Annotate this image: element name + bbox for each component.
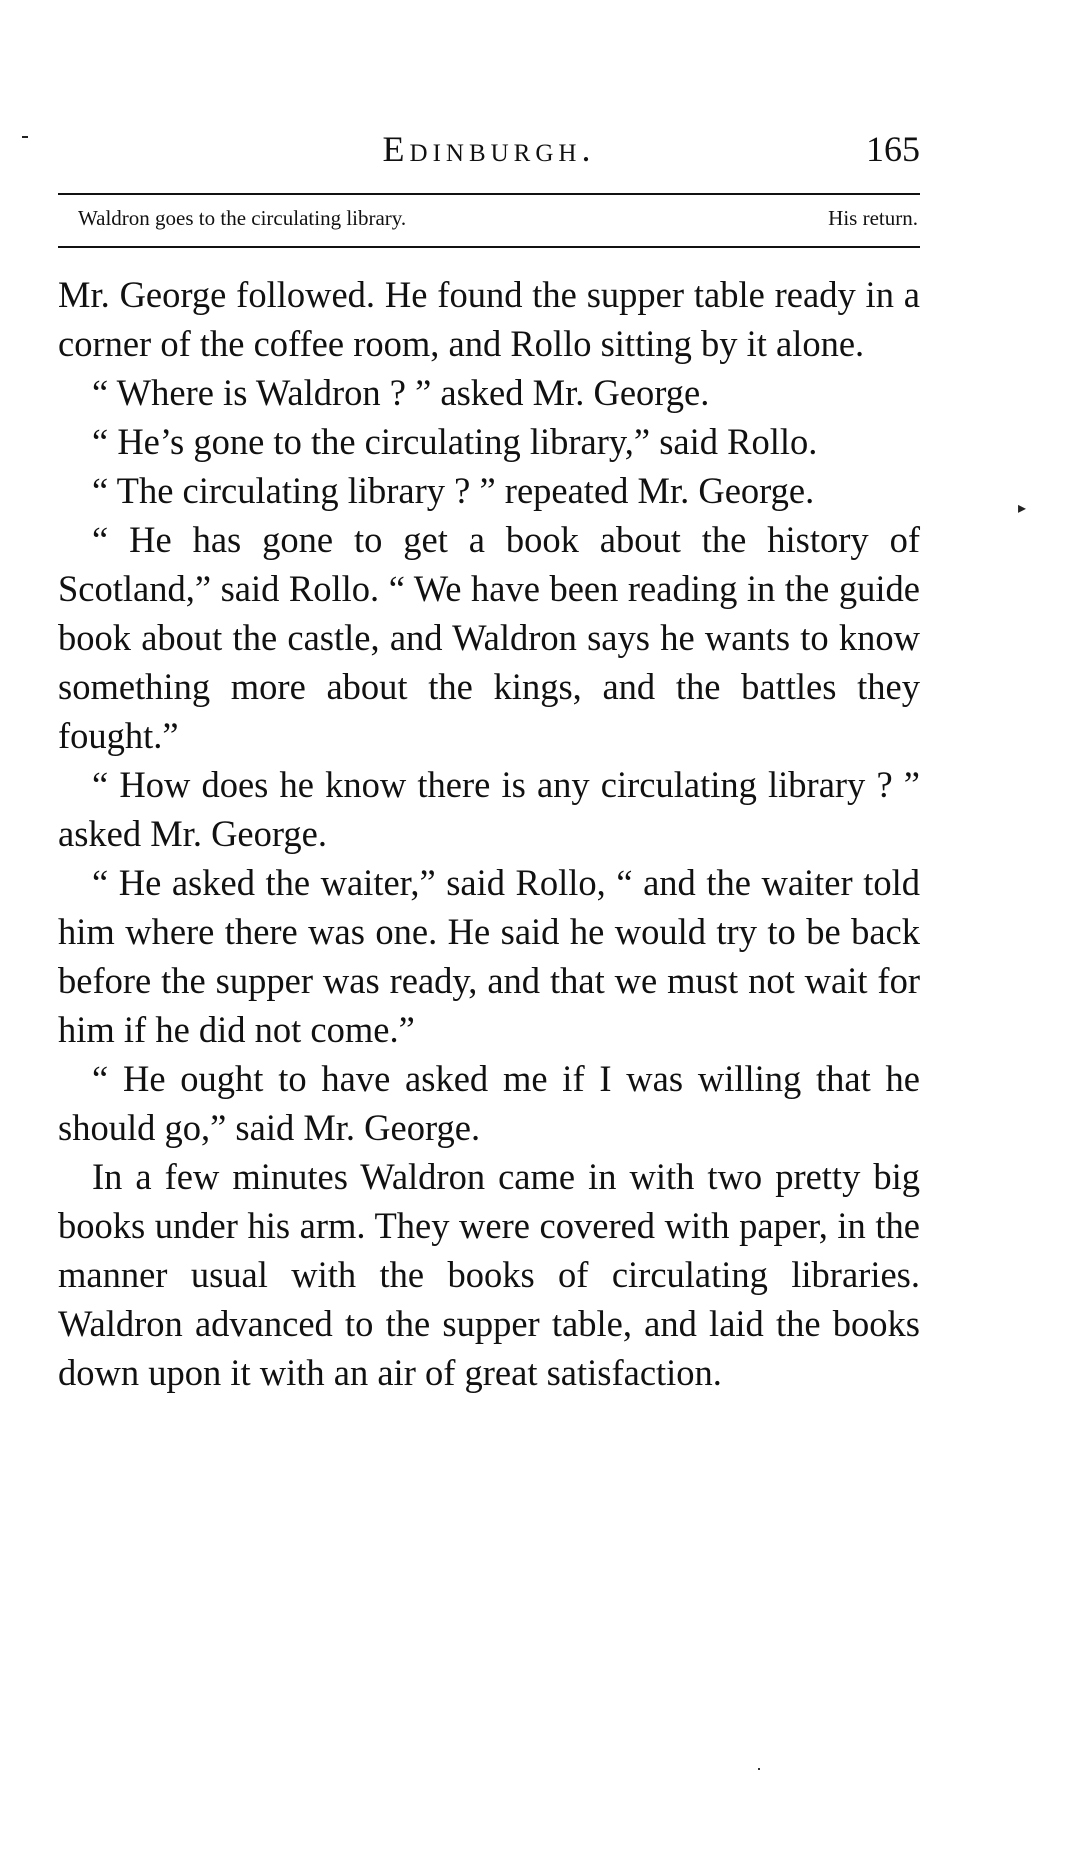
- paragraph: “ He ought to have asked me if I was willing that he should go,” said Mr. George.: [58, 1058, 920, 1148]
- subhead-left: Waldron goes to the circulating library.: [78, 206, 407, 230]
- paragraph: Mr. George followed. He found the supper table ready in a corner of the coffee room, and Rollo sitting by it alone.: [58, 274, 920, 364]
- section-subhead: [78, 206, 918, 236]
- paragraph: “ He asked the waiter,” said Rollo, “ and the waiter told him where there was one. He said he would try to be back before the supper was ready, and that we must not wait for him if he did not come.”: [58, 862, 920, 1050]
- paragraph: “ How does he know there is any circulating library ? ” asked Mr. George.: [58, 764, 920, 854]
- header-rule-bottom: [58, 246, 920, 248]
- margin-dot: [758, 1768, 760, 1770]
- margin-mark: [22, 136, 28, 138]
- paragraph: “ He has gone to get a book about the history of Scotland,” said Rollo. “ We have been reading in the guide book about the castle, and Waldron says he wants to know something more about the kings, and the battles they fought.”: [58, 519, 920, 756]
- margin-arrow-icon: ▸: [1018, 500, 1027, 517]
- paragraph: In a few minutes Waldron came in with two pretty big books under his arm. They were covered with paper, in the manner usual with the books of circulating libraries. Waldron advanced to the supper table, and laid the books down upon it with an air of great satisfaction.: [58, 1156, 920, 1393]
- running-head: [58, 128, 920, 172]
- subhead-right: His return.: [828, 206, 918, 230]
- running-title: Edinburgh.: [382, 129, 596, 169]
- body-text: [58, 270, 920, 1397]
- paragraph: “ He’s gone to the circulating library,” said Rollo.: [92, 421, 818, 462]
- header-rule-top: [58, 193, 920, 195]
- paragraph: “ Where is Waldron ? ” asked Mr. George.: [92, 372, 710, 413]
- page-number: 165: [866, 129, 920, 169]
- paragraph: “ The circulating library ? ” repeated Mr. George.: [92, 470, 815, 511]
